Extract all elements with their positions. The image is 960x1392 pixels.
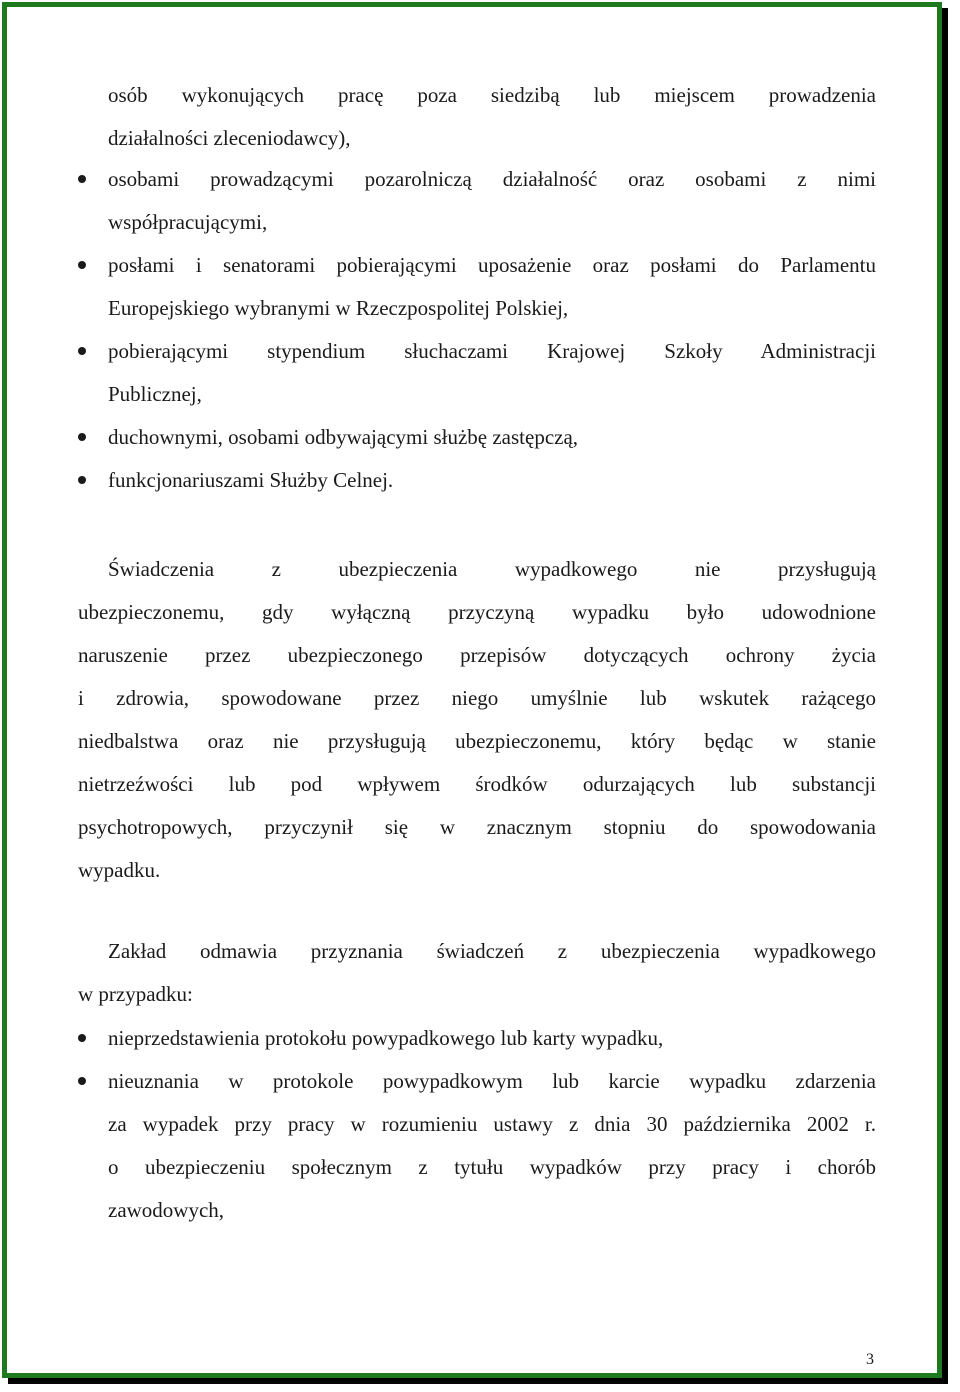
paragraph-line: ubezpieczonemu, gdy wyłączną przyczyną wypadku było udowodnione	[78, 600, 876, 624]
list-item-text: posłami i senatorami pobierającymi uposażenie oraz posłami do Parlamentu	[108, 253, 876, 277]
paragraph-line: w przypadku:	[78, 982, 193, 1006]
list-item-text: za wypadek przy pracy w rozumieniu ustawy z dnia 30 października 2002 r.	[108, 1112, 876, 1136]
bullet-list-second	[0, 1017, 960, 1232]
list-item	[0, 330, 876, 416]
paragraph-benefits-exclusion	[78, 548, 876, 892]
list-item-text: pobierającymi stypendium słuchaczami Krajowej Szkoły Administracji	[108, 339, 876, 363]
list-item-text: osobami prowadzącymi pozarolniczą działalność oraz osobami z nimi	[108, 167, 876, 191]
bullet-icon	[78, 175, 86, 183]
bullet-list-first	[0, 158, 960, 502]
bullet-icon	[78, 347, 86, 355]
paragraph-line: niedbalstwa oraz nie przysługują ubezpieczonemu, który będąc w stanie	[78, 729, 876, 753]
paragraph-line: i zdrowia, spowodowane przez niego umyślnie lub wskutek rażącego	[78, 686, 876, 710]
list-item-text: nieuznania w protokole powypadkowym lub karcie wypadku zdarzenia	[108, 1069, 876, 1093]
bullet-icon	[78, 261, 86, 269]
paragraph-line: Świadczenia z ubezpieczenia wypadkowego nie przysługują	[108, 557, 876, 581]
list-item-text: nieprzedstawienia protokołu powypadkowego lub karty wypadku,	[108, 1026, 664, 1050]
continuation-text	[108, 74, 876, 160]
list-item	[0, 158, 876, 244]
paragraph-line: psychotropowych, przyczynił się w znacznym stopniu do spowodowania	[78, 815, 876, 839]
paragraph-line: naruszenie przez ubezpieczonego przepisów dotyczących ochrony życia	[78, 643, 876, 667]
paragraph-refusal	[78, 930, 876, 1016]
list-item	[0, 1060, 876, 1232]
paragraph-line: Zakład odmawia przyznania świadczeń z ubezpieczenia wypadkowego	[108, 939, 876, 963]
continuation-line: działalności zleceniodawcy),	[108, 126, 351, 150]
list-item-text: Publicznej,	[108, 382, 202, 406]
list-item-text: funkcjonariuszami Służby Celnej.	[108, 468, 394, 492]
list-item-text: zawodowych,	[108, 1198, 225, 1222]
bullet-icon	[78, 433, 86, 441]
list-item	[0, 459, 876, 502]
paragraph-line: nietrzeźwości lub pod wpływem środków odurzających lub substancji	[78, 772, 876, 796]
list-item-text: o ubezpieczeniu społecznym z tytułu wypadków przy pracy i chorób	[108, 1155, 876, 1179]
bullet-icon	[78, 476, 86, 484]
list-item-text: współpracującymi,	[108, 210, 268, 234]
bullet-icon	[78, 1077, 86, 1085]
page-number: 3	[866, 1351, 874, 1368]
list-item-text: duchownymi, osobami odbywającymi służbę zastępczą,	[108, 425, 579, 449]
list-item-text: Europejskiego wybranymi w Rzeczpospolitej Polskiej,	[108, 296, 569, 320]
list-item	[0, 1017, 876, 1060]
list-item	[0, 244, 876, 330]
bullet-icon	[78, 1034, 86, 1042]
paragraph-line: wypadku.	[78, 858, 161, 882]
continuation-line: osób wykonujących pracę poza siedzibą lub miejscem prowadzenia	[108, 83, 876, 107]
list-item	[0, 416, 876, 459]
